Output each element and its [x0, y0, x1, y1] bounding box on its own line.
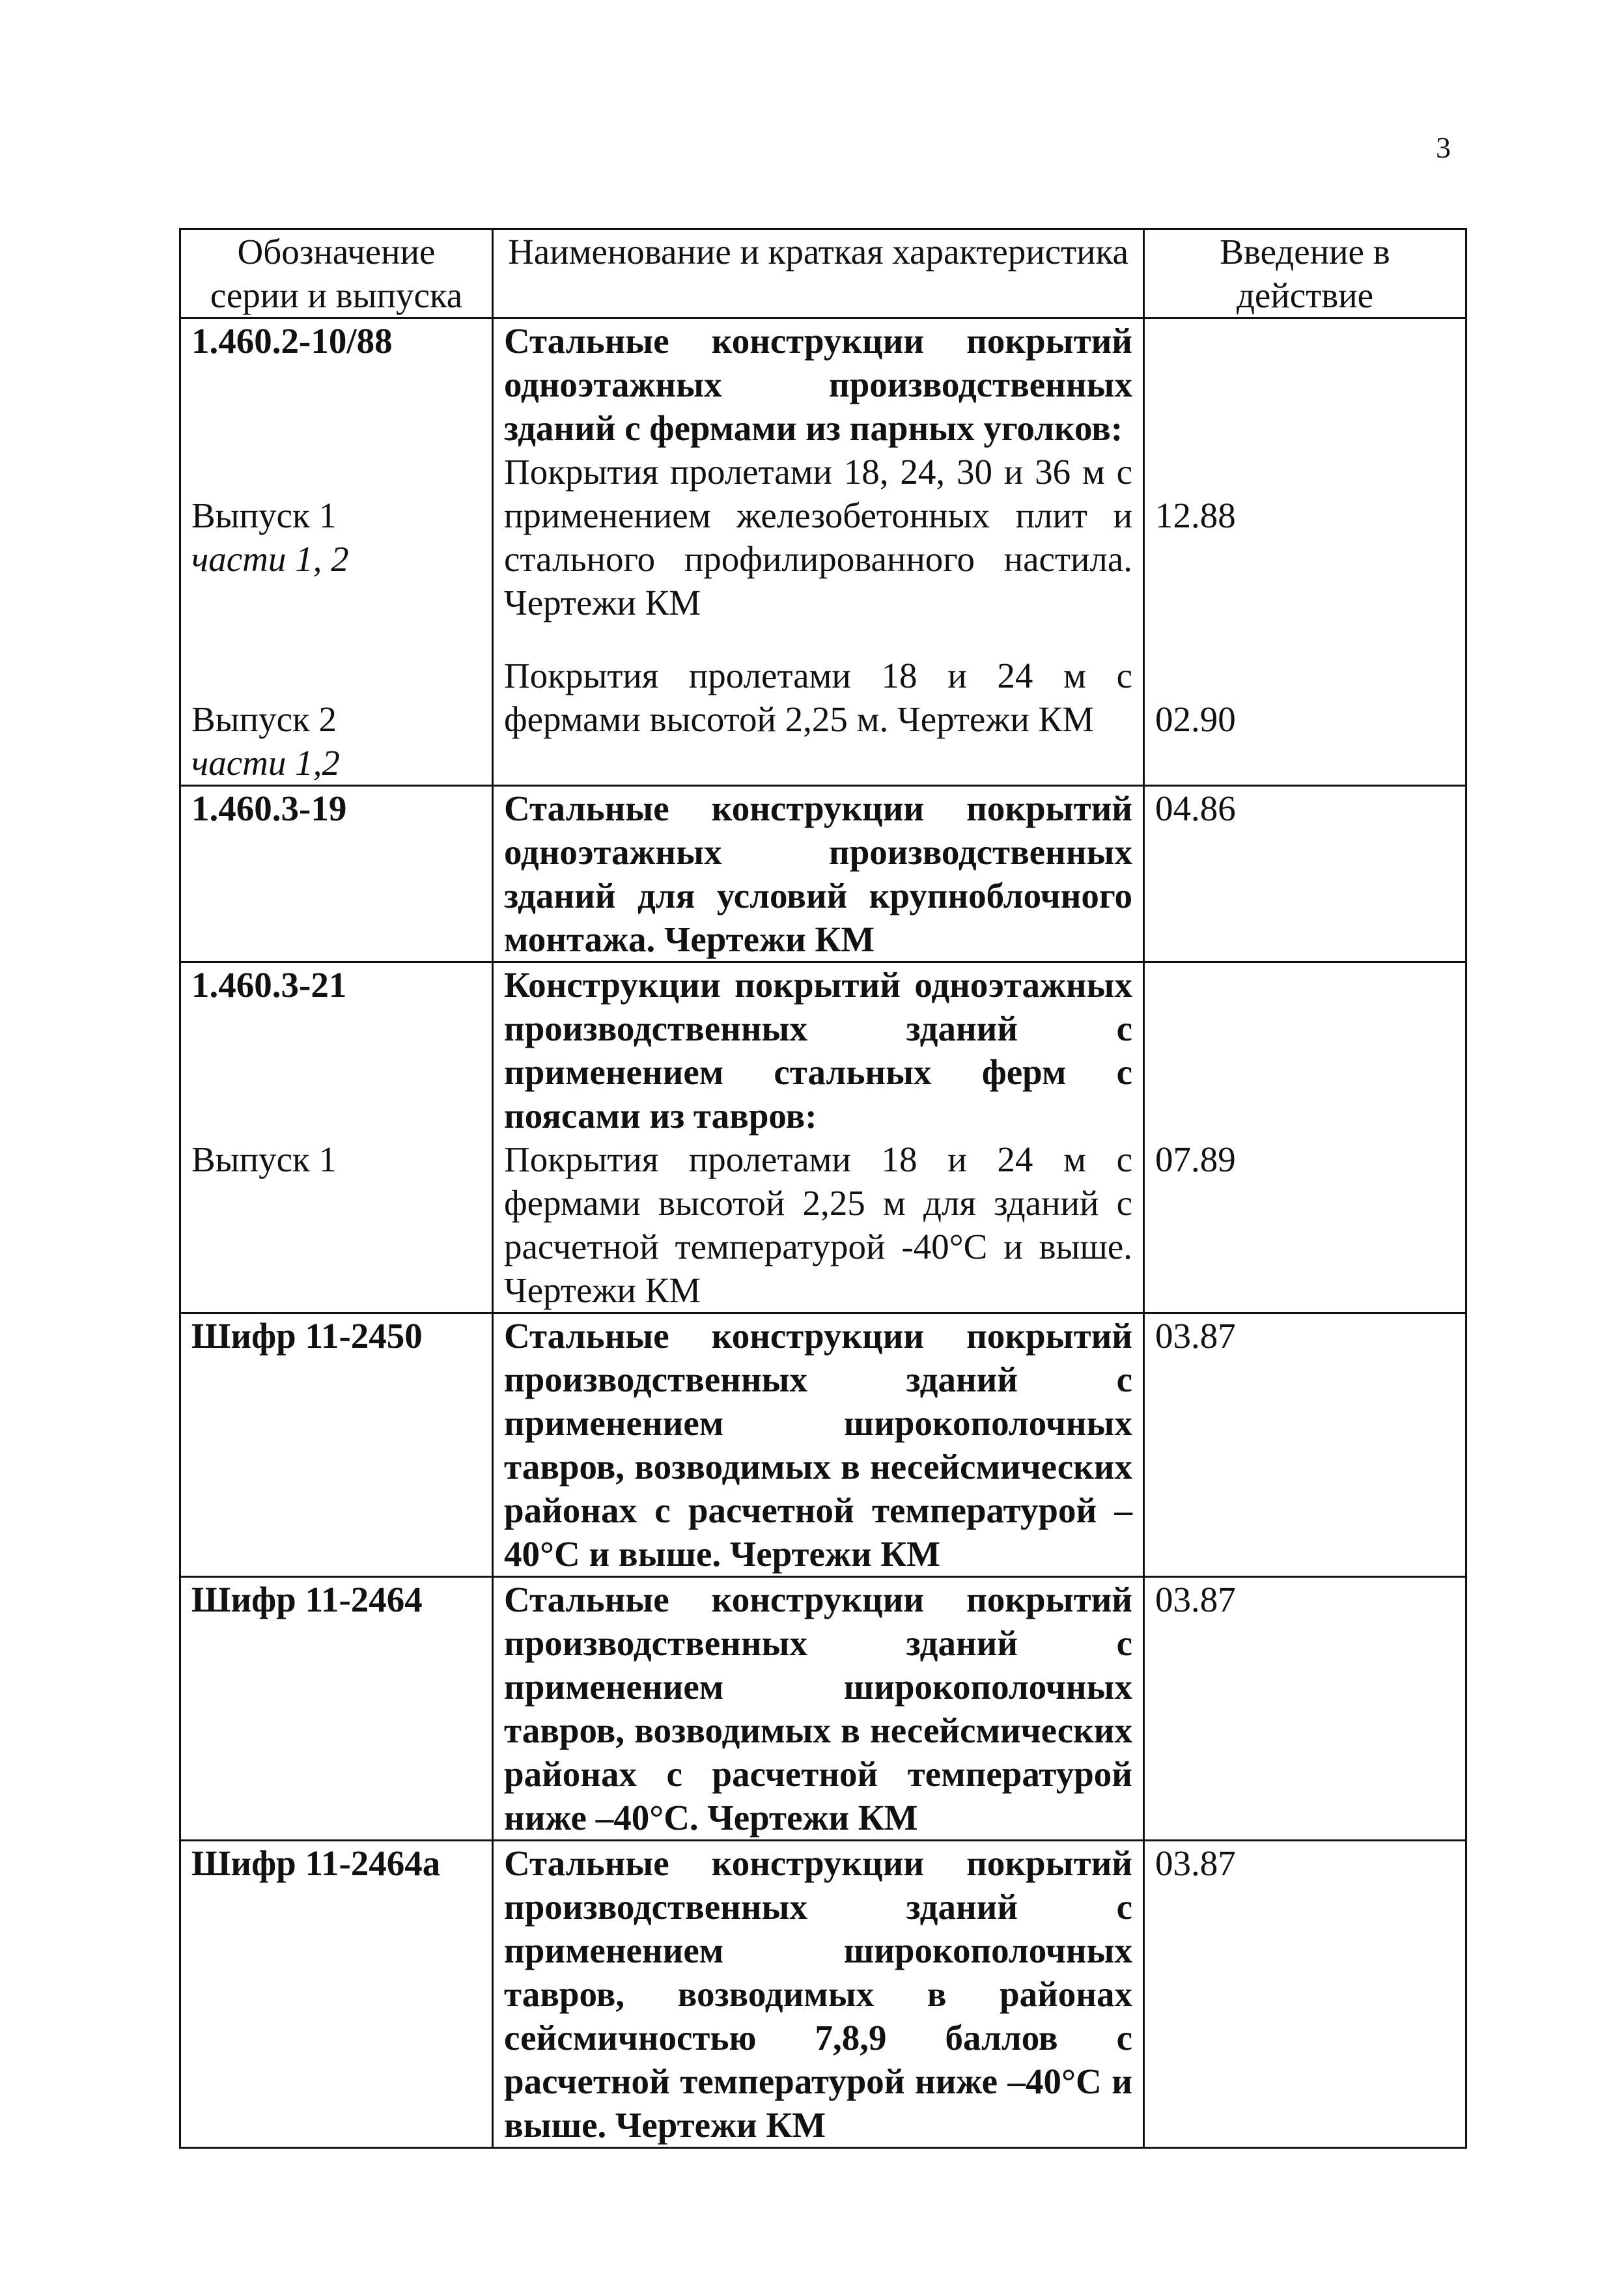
date-cell: 04.86	[1144, 786, 1466, 962]
date-cell: 03.87	[1144, 1577, 1466, 1841]
issue-text: Покрытия пролетами 18 и 24 м с фермами высотой 2,25 м. Чертежи КМ	[504, 656, 1132, 739]
description-cell: Стальные конструкции покрытий производственных зданий с применением широкополочных тавров, возводимых в несейсмических районах с расчетной температурой –40°С и выше. Чертежи КМ	[493, 1313, 1144, 1577]
header-date: Введение в действие	[1144, 229, 1466, 318]
series-code: 1.460.2-10/88	[191, 321, 393, 361]
issue-label: Выпуск 2	[191, 699, 337, 739]
series-table	[179, 228, 1467, 2149]
description-cell	[493, 318, 1144, 786]
date-cell	[1144, 318, 1466, 786]
issue-text: Покрытия пролетами 18 и 24 м с фермами высотой 2,25 м для зданий с расчетной температурой -40°С и выше. Чертежи КМ	[504, 1139, 1132, 1310]
date-cell: 03.87	[1144, 1313, 1466, 1577]
issue-parts: части 1,2	[191, 743, 340, 783]
designation-cell: 1.460.3-19	[180, 786, 493, 962]
issue-label: Выпуск 1	[191, 496, 337, 535]
table-row	[180, 786, 1466, 962]
table-header	[180, 229, 1466, 318]
description-cell: Стальные конструкции покрытий производственных зданий с применением широкополочных тавров, возводимых в несейсмических районах с расчетной температурой ниже –40°С. Чертежи КМ	[493, 1577, 1144, 1841]
designation-cell: Шифр 11-2464	[180, 1577, 493, 1841]
page-number: 3	[1436, 131, 1451, 164]
date-cell	[1144, 962, 1466, 1313]
table-row	[180, 1577, 1466, 1841]
table-row	[180, 318, 1466, 786]
designation-cell: Шифр 11-2450	[180, 1313, 493, 1577]
header-name: Наименование и краткая характеристика	[493, 229, 1144, 318]
issue-date: 07.89	[1155, 1139, 1236, 1179]
designation-cell: Шифр 11-2464а	[180, 1841, 493, 2148]
designation-cell	[180, 962, 493, 1313]
issue-date: 12.88	[1155, 496, 1236, 535]
description-cell: Стальные конструкции покрытий производственных зданий с применением широкополочных тавров, возводимых в районах сейсмичностью 7,8,9 баллов с расчетной температурой ниже –40°С и выше. Чертежи КМ	[493, 1841, 1144, 2148]
description-cell	[493, 962, 1144, 1313]
date-cell: 03.87	[1144, 1841, 1466, 2148]
table-row	[180, 962, 1466, 1313]
table-row	[180, 1313, 1466, 1577]
description-cell: Стальные конструкции покрытий одноэтажных производственных зданий для условий крупноблочного монтажа. Чертежи КМ	[493, 786, 1144, 962]
series-code: 1.460.3-21	[191, 965, 347, 1005]
header-designation: Обозначение серии и выпуска	[180, 229, 493, 318]
table-row	[180, 1841, 1466, 2148]
issue-parts: части 1, 2	[191, 539, 349, 579]
issue-date: 02.90	[1155, 699, 1236, 739]
series-title: Конструкции покрытий одноэтажных производственных зданий с применением стальных ферм с поясами из тавров:	[504, 965, 1132, 1136]
designation-cell	[180, 318, 493, 786]
issue-text: Покрытия пролетами 18, 24, 30 и 36 м с применением железобетонных плит и стального профилированного настила. Чертежи КМ	[504, 452, 1132, 622]
issue-label: Выпуск 1	[191, 1139, 337, 1179]
series-title: Стальные конструкции покрытий одноэтажных производственных зданий с фермами из парных уголков:	[504, 321, 1132, 448]
